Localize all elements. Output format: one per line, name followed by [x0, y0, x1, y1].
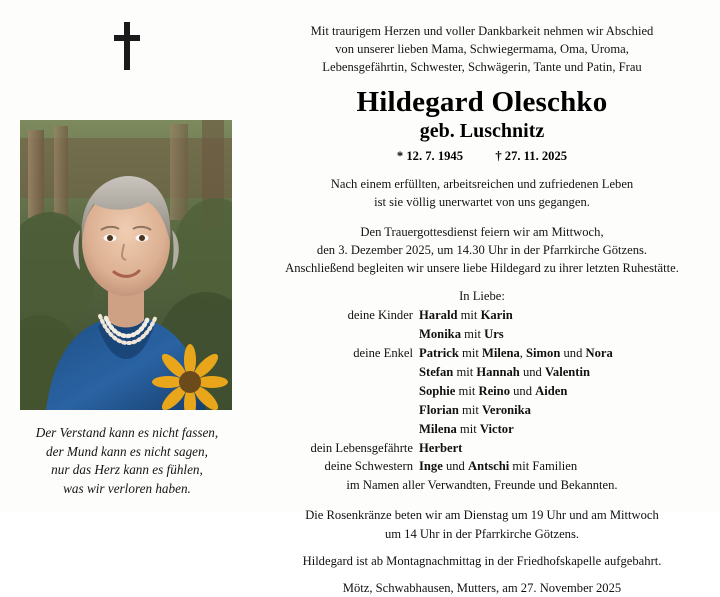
family-closing-line: im Namen aller Verwandten, Freunde und Bekannten.: [346, 478, 618, 493]
family-relation-label: deine Enkel: [353, 346, 413, 361]
laid-out-note: Hildegard ist ab Montagnachmittag in der Friedhofskapelle aufgebahrt.: [302, 553, 662, 568]
family-relation-label: deine Kinder: [347, 308, 413, 323]
family-list: [262, 306, 702, 495]
cross-vertical-bar: [124, 22, 130, 70]
death-date: † 27. 11. 2025: [495, 149, 568, 164]
portrait-photo: [20, 120, 232, 410]
cross-horizontal-bar: [114, 35, 140, 41]
rosary-line-2: um 14 Uhr in der Pfarrkirche Götzens.: [384, 526, 580, 541]
intro-line-2: von unserer lieben Mama, Schwiegermama, Oma, Uroma,: [335, 42, 629, 57]
rosary-line-1: Die Rosenkränze beten wir am Dienstag um 19 Uhr und am Mittwoch: [305, 508, 659, 523]
cross-icon: [110, 22, 144, 70]
service-line-3: Anschließend begleiten wir unsere liebe Hildegard zu ihrer letzten Ruhestätte.: [285, 261, 679, 276]
intro-line-3: Lebensgefährtin, Schwester, Schwägerin, Tante und Patin, Frau: [322, 60, 642, 75]
family-names: Inge und Antschi mit Familien: [419, 459, 578, 474]
family-names: Harald mit Karin: [419, 308, 513, 323]
places-and-date: Mötz, Schwabhausen, Mutters, am 27. November 2025: [342, 581, 622, 596]
service-line-1: Den Trauergottesdienst feiern wir am Mittwoch,: [360, 224, 604, 239]
family-relation-label: deine Schwestern: [324, 459, 413, 474]
deceased-name: Hildegard Oleschko: [356, 86, 608, 119]
list-item: [262, 344, 702, 363]
birth-date: * 12. 7. 1945: [396, 149, 464, 164]
intro-line-1: Mit traurigem Herzen und voller Dankbarkeit nehmen wir Abschied: [310, 24, 654, 38]
list-item: [262, 306, 702, 325]
list-item: [262, 439, 702, 458]
portrait-photo-image: [20, 120, 232, 410]
list-item: [262, 325, 702, 344]
intro-text: [262, 22, 702, 76]
list-item: [262, 401, 702, 420]
left-column: [0, 0, 252, 513]
maiden-name: geb. Luschnitz: [419, 120, 545, 143]
passing-line-1: Nach einem erfüllten, arbeitsreichen und zufriedenen Leben: [330, 177, 634, 192]
list-item: [262, 382, 702, 401]
family-names: Milena mit Victor: [419, 421, 514, 436]
paragraph-service: [262, 223, 702, 278]
life-dates: [262, 149, 702, 164]
passing-line-2: ist sie völlig unerwartet von uns gegangen.: [374, 195, 590, 210]
verse-line-4: was wir verloren haben.: [63, 481, 191, 497]
verse-line-2: der Mund kann es nicht sagen,: [46, 443, 208, 459]
list-item: [262, 420, 702, 439]
list-item: [262, 363, 702, 382]
family-names: Patrick mit Milena, Simon und Nora: [419, 346, 613, 361]
in-love-label: In Liebe:: [459, 289, 505, 304]
verse-line-3: nur das Herz kann es fühlen,: [51, 462, 203, 478]
family-names: Monika mit Urs: [419, 327, 504, 342]
family-names: Stefan mit Hannah und Valentin: [419, 365, 591, 380]
family-names: Herbert: [419, 440, 463, 455]
family-names: Sophie mit Reino und Aiden: [419, 383, 568, 398]
paragraph-passing: [262, 175, 702, 212]
service-line-2: den 3. Dezember 2025, um 14.30 Uhr in der Pfarrkirche Götzens.: [316, 242, 648, 257]
family-relation-label: dein Lebensgefährte: [310, 440, 413, 455]
memorial-verse: [14, 424, 240, 499]
closing-section: [262, 506, 702, 597]
verse-line-1: Der Verstand kann es nicht fassen,: [35, 425, 219, 440]
list-item: [262, 457, 702, 476]
right-column: [252, 0, 720, 596]
family-names: Florian mit Veronika: [419, 402, 531, 417]
